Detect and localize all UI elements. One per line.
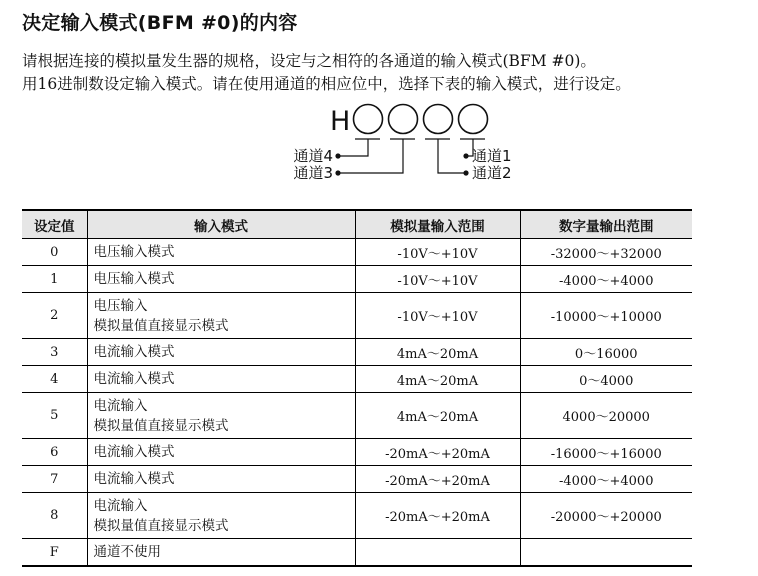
cell-mode xyxy=(87,266,355,293)
mode-line: 电流输入模式 xyxy=(93,344,175,360)
digit-circle-ch4 xyxy=(354,105,383,134)
cell-value: 1 xyxy=(22,266,87,293)
mode-line: 通道不使用 xyxy=(93,544,161,560)
digit-circle-ch3 xyxy=(389,105,418,134)
cell-input-range: 4mA～20mA xyxy=(355,393,520,439)
cell-output-range: -16000～+16000 xyxy=(520,439,692,466)
mode-line: 电流输入模式 xyxy=(93,371,175,387)
cell-output-range: -20000～+20000 xyxy=(520,493,692,539)
digit-circle-ch1 xyxy=(459,105,488,134)
table-header-row xyxy=(22,210,692,239)
cell-mode xyxy=(87,393,355,439)
cell-value: 2 xyxy=(22,293,87,339)
mode-line: 模拟量值直接显示模式 xyxy=(93,517,229,534)
cell-output-range: -4000～+4000 xyxy=(520,466,692,493)
input-mode-table xyxy=(22,209,692,567)
cell-output-range: 4000～20000 xyxy=(520,393,692,439)
label-channel-2: 通道2 xyxy=(472,164,512,182)
cell-input-range: -20mA～+20mA xyxy=(355,439,520,466)
table-row xyxy=(22,493,692,539)
cell-input-range: -10V～+10V xyxy=(355,266,520,293)
mode-line: 电压输入 xyxy=(93,297,148,314)
mode-line: 电流输入模式 xyxy=(93,471,175,487)
cell-input-range: -10V～+10V xyxy=(355,293,520,339)
mode-line: 电压输入模式 xyxy=(93,271,175,287)
cell-value: 7 xyxy=(22,466,87,493)
table-row xyxy=(22,339,692,366)
cell-mode xyxy=(87,439,355,466)
cell-output-range: 0～16000 xyxy=(520,339,692,366)
page-title: 决定输入模式(BFM #0)的内容 xyxy=(22,12,298,34)
header-digital-output-range: 数字量输出范围 xyxy=(520,210,692,239)
leader-lines xyxy=(338,139,485,173)
table-row xyxy=(22,293,692,339)
description-line-1: 请根据连接的模拟量发生器的规格，设定与之相符的各通道的输入模式(BFM #0)。 xyxy=(22,52,596,70)
cell-output-range: -4000～+4000 xyxy=(520,266,692,293)
label-channel-1: 通道1 xyxy=(472,147,512,165)
header-input-mode: 输入模式 xyxy=(87,210,355,239)
cell-mode xyxy=(87,366,355,393)
header-analog-input-range: 模拟量输入范围 xyxy=(355,210,520,239)
table-row xyxy=(22,439,692,466)
cell-value: F xyxy=(22,539,87,567)
cell-input-range: -20mA～+20mA xyxy=(355,466,520,493)
cell-input-range: -20mA～+20mA xyxy=(355,493,520,539)
table-row xyxy=(22,266,692,293)
cell-input-range: 4mA～20mA xyxy=(355,339,520,366)
cell-mode xyxy=(87,293,355,339)
label-channel-3: 通道3 xyxy=(293,164,333,182)
cell-output-range xyxy=(520,539,692,567)
cell-input-range xyxy=(355,539,520,567)
cell-output-range: 0～4000 xyxy=(520,366,692,393)
table-row xyxy=(22,466,692,493)
table-row xyxy=(22,539,692,567)
cell-mode xyxy=(87,339,355,366)
digit-circles xyxy=(354,105,488,134)
cell-value: 5 xyxy=(22,393,87,439)
cell-mode xyxy=(87,493,355,539)
leader-dots xyxy=(335,153,468,175)
cell-input-range: 4mA～20mA xyxy=(355,366,520,393)
hex-prefix: H xyxy=(330,106,351,137)
cell-output-range: -32000～+32000 xyxy=(520,239,692,266)
mode-line: 模拟量值直接显示模式 xyxy=(93,417,229,434)
cell-value: 8 xyxy=(22,493,87,539)
mode-line: 电流输入 xyxy=(93,397,148,414)
label-channel-4: 通道4 xyxy=(293,147,333,165)
mode-line: 电压输入模式 xyxy=(93,244,175,260)
table-row xyxy=(22,239,692,266)
cell-mode xyxy=(87,539,355,567)
cell-input-range: -10V～+10V xyxy=(355,239,520,266)
cell-value: 3 xyxy=(22,339,87,366)
cell-mode xyxy=(87,466,355,493)
header-setting-value: 设定值 xyxy=(22,210,87,239)
cell-value: 4 xyxy=(22,366,87,393)
cell-value: 0 xyxy=(22,239,87,266)
mode-line: 模拟量值直接显示模式 xyxy=(93,317,229,334)
table-row xyxy=(22,393,692,439)
table-row xyxy=(22,366,692,393)
cell-value: 6 xyxy=(22,439,87,466)
mode-line: 电流输入 xyxy=(93,497,148,514)
cell-output-range: -10000～+10000 xyxy=(520,293,692,339)
description-line-2: 用16进制数设定输入模式。请在使用通道的相应位中，选择下表的输入模式，进行设定。 xyxy=(22,75,631,93)
digit-circle-ch2 xyxy=(424,105,453,134)
cell-mode xyxy=(87,239,355,266)
mode-line: 电流输入模式 xyxy=(93,444,175,460)
